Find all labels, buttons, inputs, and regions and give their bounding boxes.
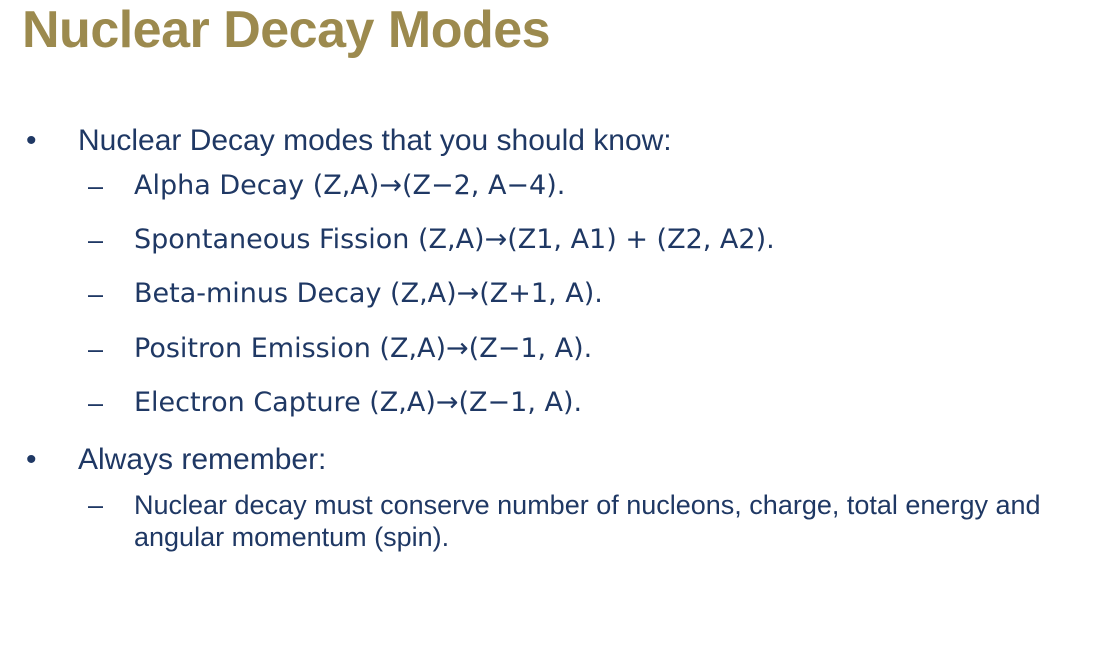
bullet-level2 <box>0 170 1118 202</box>
bullet-level2-text: Nuclear decay must conserve number of nucleons, charge, total energy and angular momentum (spin). <box>134 489 1041 553</box>
bullet-level2-text: Alpha Decay (Z,A)→(Z−2, A−4). <box>134 169 566 201</box>
bullet-level1-text: Always remember: <box>78 443 327 477</box>
bullet-level1-text: Nuclear Decay modes that you should know: <box>78 124 672 157</box>
bullet-level2-text: Electron Capture (Z,A)→(Z−1, A). <box>134 387 583 419</box>
bullet-marker-icon: • <box>26 124 37 157</box>
dash-marker-icon: – <box>88 170 104 201</box>
bullet-marker-icon: • <box>26 443 37 477</box>
bullet-level2-text: Beta-minus Decay (Z,A)→(Z+1, A). <box>134 278 603 310</box>
page-title: Nuclear Decay Modes <box>22 1 551 59</box>
bullet-level1 <box>0 441 1118 479</box>
dash-marker-icon: – <box>88 279 104 310</box>
bullet-level2 <box>0 224 1118 256</box>
dash-marker-icon: – <box>88 388 104 419</box>
dash-marker-icon: – <box>88 224 104 255</box>
bullet-level2 <box>0 278 1118 310</box>
bullet-level2-text: Positron Emission (Z,A)→(Z−1, A). <box>134 332 593 364</box>
bullet-level2 <box>0 387 1118 419</box>
sublist-decay-modes <box>0 170 1118 420</box>
slide-body <box>0 122 1118 554</box>
dash-marker-icon: – <box>88 333 104 364</box>
dash-marker-icon: – <box>88 489 104 520</box>
bullet-level1 <box>0 122 1118 160</box>
sublist-remember <box>0 489 1118 554</box>
bullet-level2-text: Spontaneous Fission (Z,A)→(Z1, A1) + (Z2, A2). <box>134 223 775 255</box>
bullet-level2 <box>0 489 1118 554</box>
bullet-level2 <box>0 333 1118 365</box>
